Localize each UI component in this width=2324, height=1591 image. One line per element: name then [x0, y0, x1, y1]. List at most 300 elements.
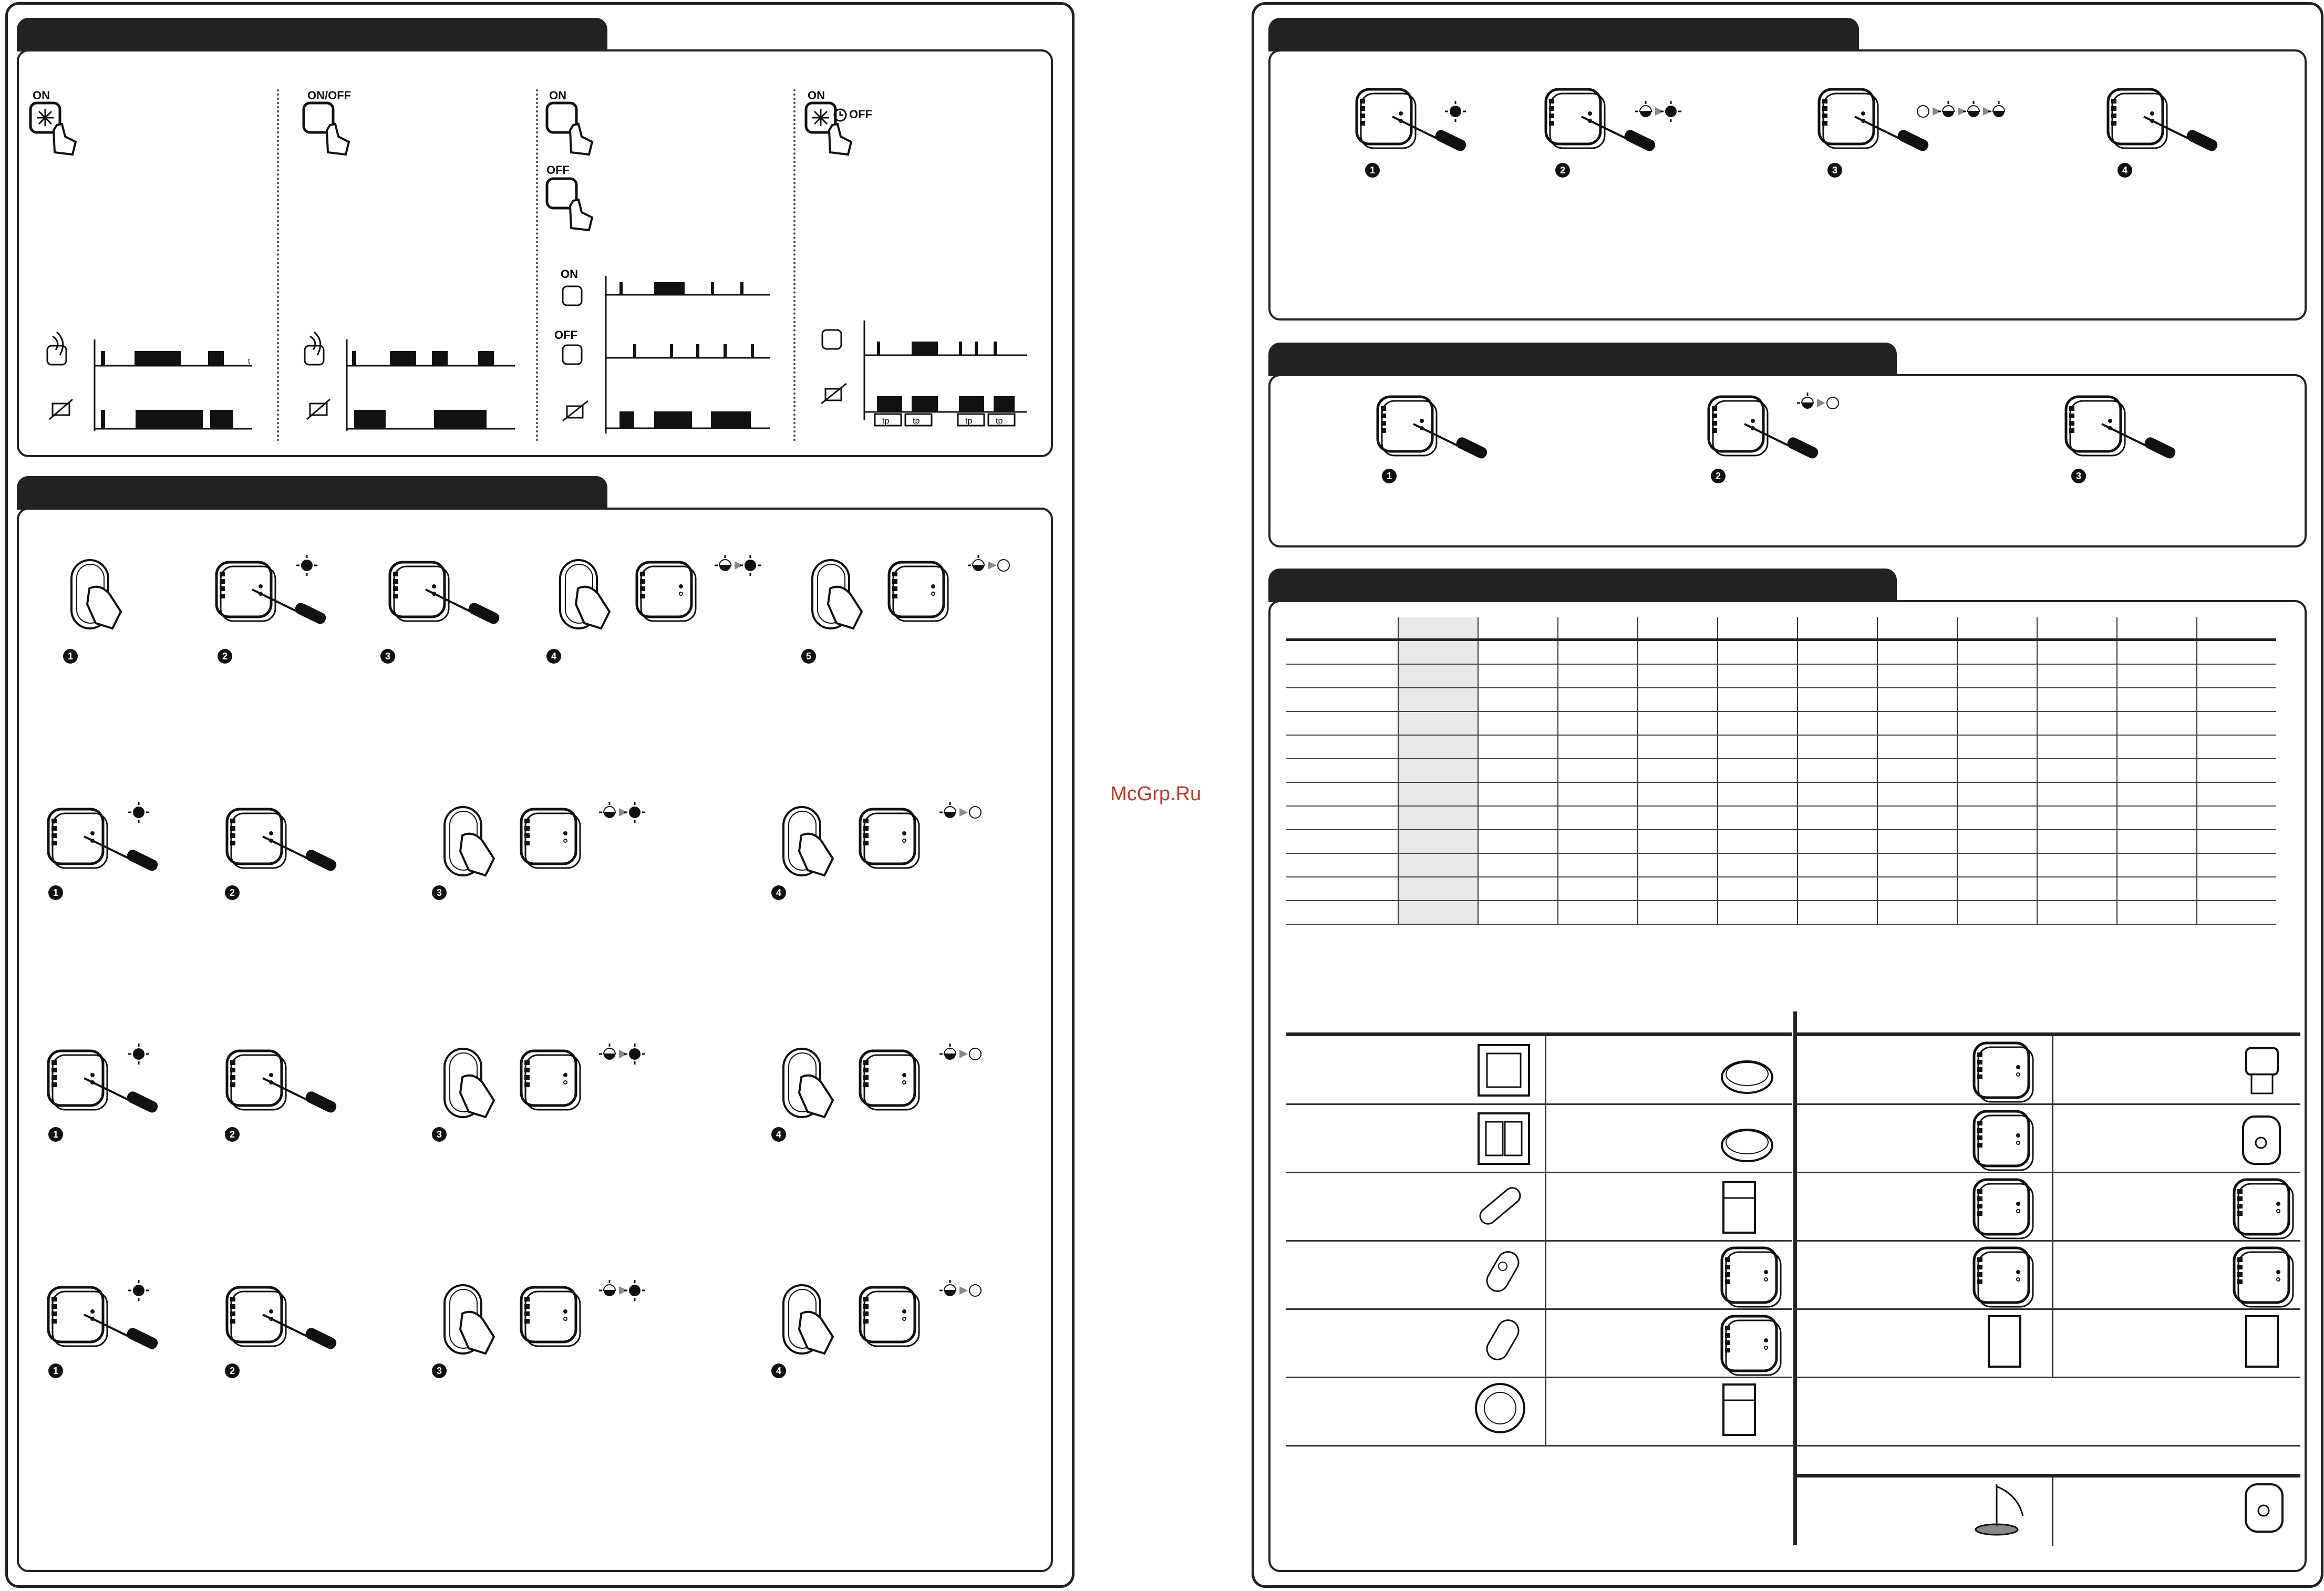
table-cell	[1398, 640, 1478, 665]
table-cell	[1798, 782, 1877, 806]
table-row	[1286, 735, 2276, 759]
list-rule	[1795, 1377, 2300, 1378]
table-cell	[1398, 735, 1478, 759]
reset-section	[1268, 18, 2307, 321]
table-cell	[1558, 877, 1638, 901]
table-cell	[1286, 877, 1398, 901]
table-cell	[1798, 711, 1877, 735]
step-number-badge: 3	[1827, 163, 1842, 178]
table-cell	[1877, 901, 1957, 924]
list-rule	[1286, 1240, 1792, 1242]
module-with-screwdriver-icon	[1371, 391, 1492, 465]
table-row	[1286, 806, 2276, 830]
push-button-icon	[544, 100, 596, 163]
table-cell	[1286, 759, 1398, 782]
table-cell	[1638, 640, 1718, 665]
round-button-icon	[1718, 1046, 1776, 1103]
watermark-text: McGrp.Ru	[1110, 783, 1202, 805]
pairing-box	[17, 508, 1053, 1572]
table-cell	[1478, 664, 1558, 688]
table-row	[1286, 711, 2276, 735]
table-cell	[2197, 830, 2276, 853]
plug-adapter-icon	[2230, 1111, 2288, 1169]
table-cell	[1398, 782, 1478, 806]
remote-control-icon	[1471, 1177, 1529, 1235]
table-cell	[1286, 735, 1398, 759]
table-cell	[1558, 617, 1638, 640]
table-cell	[1478, 901, 1558, 924]
table-cell	[1638, 901, 1718, 924]
table-cell	[1718, 901, 1798, 924]
module-device-icon	[515, 1282, 583, 1356]
module-device-icon	[854, 804, 922, 877]
timing-diagram-mode2	[299, 326, 531, 436]
table-cell	[1957, 640, 2037, 665]
double-switch-icon	[1476, 1111, 1534, 1169]
table-cell	[2197, 640, 2276, 665]
table-cell	[1638, 735, 1718, 759]
module-device-icon	[1968, 1174, 2036, 1248]
table-cell	[1798, 877, 1877, 901]
table-cell	[1478, 617, 1558, 640]
table-cell	[1798, 806, 1877, 830]
led-indicator-sequence	[296, 554, 326, 577]
timing-off-label: OFF	[554, 328, 577, 342]
table-cell	[2117, 640, 2197, 665]
table-cell	[1286, 711, 1398, 735]
table-cell	[2037, 617, 2117, 640]
pairing-header-bar	[17, 476, 607, 510]
module-device-icon	[1968, 1106, 2036, 1180]
table-cell	[2117, 782, 2197, 806]
table-cell	[1286, 853, 1398, 877]
mode-on-label: ON	[33, 89, 50, 102]
din-rail-module-icon	[1708, 1177, 1765, 1235]
settings-table	[1286, 617, 2276, 925]
operating-modes-header-bar	[17, 18, 607, 51]
mode-divider	[277, 89, 279, 441]
table-cell	[1718, 617, 1798, 640]
table-cell	[2037, 877, 2117, 901]
module-device-icon	[2228, 1243, 2296, 1316]
table-cell	[1718, 711, 1798, 735]
step-number-badge: 1	[1365, 163, 1380, 178]
table-cell	[2117, 853, 2197, 877]
table-cell	[1877, 806, 1957, 830]
step-number-badge: 5	[801, 649, 816, 664]
table-cell	[2197, 617, 2276, 640]
table-cell	[1638, 759, 1718, 782]
table-cell	[1558, 806, 1638, 830]
table-cell	[1957, 617, 2037, 640]
table-cell	[2117, 759, 2197, 782]
table-cell	[1638, 853, 1718, 877]
table-cell	[2197, 782, 2276, 806]
step-number-badge: 2	[218, 649, 232, 664]
table-cell	[1478, 877, 1558, 901]
table-cell	[2037, 853, 2117, 877]
mode-on-label: ON	[808, 89, 825, 102]
table-cell	[2117, 877, 2197, 901]
table-cell	[1877, 664, 1957, 688]
table-cell	[1957, 664, 2037, 688]
table-cell	[1638, 830, 1718, 853]
table-cell	[1877, 830, 1957, 853]
table-cell	[1286, 688, 1398, 711]
step-number-badge: 2	[225, 1363, 240, 1378]
table-cell	[2197, 901, 2276, 924]
table-cell	[2117, 735, 2197, 759]
module-with-screwdriver-icon	[2060, 391, 2181, 465]
table-cell	[1718, 688, 1798, 711]
mode-timer-off-label: OFF	[849, 108, 872, 121]
table-cell	[1558, 640, 1638, 665]
table-row	[1286, 664, 2276, 688]
table-cell	[1398, 759, 1478, 782]
table-cell	[1286, 782, 1398, 806]
table-cell	[2037, 782, 2117, 806]
table-cell	[1478, 806, 1558, 830]
table-cell	[1718, 640, 1798, 665]
list-rule	[1795, 1308, 2300, 1310]
led-indicator-sequence	[939, 1279, 998, 1302]
table-cell	[1877, 711, 1957, 735]
timing-diagram-mode1	[42, 326, 263, 436]
led-indicator-sequence	[715, 554, 773, 577]
table-cell	[1718, 830, 1798, 853]
step-number-badge: 4	[546, 649, 561, 664]
module-with-screwdriver-icon	[2102, 84, 2223, 158]
table-cell	[2037, 806, 2117, 830]
table-cell	[1877, 759, 1957, 782]
list-rule	[1795, 1032, 2300, 1036]
table-cell	[2037, 735, 2117, 759]
table-cell	[1718, 782, 1798, 806]
step-number-badge: 1	[48, 1363, 63, 1378]
table-cell	[2037, 688, 2117, 711]
table-cell	[1286, 901, 1398, 924]
time-axis-label: t	[248, 357, 250, 365]
timer-icon	[832, 107, 848, 123]
table-cell	[1798, 853, 1877, 877]
din-rail-module-icon	[1708, 1379, 1765, 1437]
table-cell	[1638, 688, 1718, 711]
led-indicator-sequence	[599, 1279, 658, 1302]
table-cell	[1398, 853, 1478, 877]
table-cell	[2197, 688, 2276, 711]
table-cell	[2117, 711, 2197, 735]
led-indicator-sequence	[599, 1042, 658, 1066]
table-cell	[1558, 664, 1638, 688]
mode-onoff-label: ON/OFF	[307, 89, 352, 102]
step-number-badge: 2	[1555, 163, 1570, 178]
table-cell	[1558, 901, 1638, 924]
wall-push-button-icon	[809, 557, 867, 636]
table-cell	[1957, 711, 2037, 735]
tp-label: tp	[965, 417, 973, 426]
round-sensor-icon	[1471, 1379, 1529, 1437]
table-cell	[1478, 735, 1558, 759]
table-cell	[1558, 853, 1638, 877]
table-cell	[1718, 664, 1798, 688]
table-cell	[1638, 782, 1718, 806]
table-cell	[2197, 711, 2276, 735]
round-button-icon	[1718, 1114, 1776, 1172]
list-rule	[1795, 1474, 2300, 1478]
table-row	[1286, 640, 2276, 665]
table-cell	[1957, 782, 2037, 806]
table-cell	[1286, 640, 1398, 665]
tp-label: tp	[882, 417, 890, 426]
table-cell	[1478, 853, 1558, 877]
tp-label: tp	[996, 417, 1003, 426]
table-cell	[1798, 901, 1877, 924]
reset-header-bar	[1268, 18, 1859, 51]
table-cell	[1478, 759, 1558, 782]
led-indicator-sequence	[128, 1279, 158, 1302]
list-rule	[1286, 1032, 1792, 1036]
table-cell	[1558, 830, 1638, 853]
table-cell	[2117, 617, 2197, 640]
module-with-screwdriver-icon	[221, 804, 342, 877]
wall-push-button-icon	[780, 1046, 838, 1124]
table-cell	[1877, 617, 1957, 640]
table-cell	[1478, 688, 1558, 711]
table-cell	[1718, 759, 1798, 782]
table-cell	[1798, 664, 1877, 688]
table-cell	[1398, 617, 1478, 640]
list-rule	[1795, 1103, 2300, 1105]
keyfob-icon	[1476, 1245, 1534, 1303]
table-cell	[2117, 664, 2197, 688]
table-cell	[1877, 782, 1957, 806]
table-cell	[1478, 782, 1558, 806]
table-cell	[1286, 806, 1398, 830]
step-number-badge: 3	[432, 1127, 447, 1142]
table-cell	[1957, 688, 2037, 711]
module-device-icon	[515, 1046, 583, 1119]
step-number-badge: 4	[771, 885, 786, 900]
table-cell	[2037, 759, 2117, 782]
led-indicator-sequence	[939, 1042, 998, 1066]
module-device-icon	[515, 804, 583, 877]
module-device-icon	[2228, 1174, 2296, 1248]
push-button-icon	[301, 100, 353, 163]
table-cell	[2037, 711, 2117, 735]
bulb-socket-icon	[2230, 1043, 2288, 1101]
mode-off-label: OFF	[546, 163, 570, 177]
table-cell	[1558, 688, 1638, 711]
wall-push-button-icon	[441, 1046, 499, 1124]
table-cell	[1558, 759, 1638, 782]
table-cell	[1877, 688, 1957, 711]
keyfob-icon	[1476, 1314, 1534, 1371]
led-indicator-sequence	[128, 1042, 158, 1066]
step-number-badge: 4	[771, 1127, 786, 1142]
led-indicator-sequence	[939, 801, 998, 824]
table-cell	[2197, 664, 2276, 688]
table-cell	[1638, 806, 1718, 830]
step-number-badge: 1	[48, 1127, 63, 1142]
mode-divider	[536, 89, 538, 441]
table-cell	[1718, 735, 1798, 759]
table-cell	[1877, 853, 1957, 877]
timing-diagram-mode4	[817, 310, 1038, 436]
led-indicator-sequence	[599, 801, 658, 824]
table-cell	[1877, 640, 1957, 665]
step-number-badge: 1	[1382, 469, 1397, 483]
table-cell	[1638, 877, 1718, 901]
table-cell	[1398, 830, 1478, 853]
table-cell	[1798, 759, 1877, 782]
table-cell	[2117, 806, 2197, 830]
plug-adapter-icon	[2233, 1479, 2291, 1537]
led-indicator-sequence	[1797, 391, 1856, 415]
table-cell	[1798, 735, 1877, 759]
table-cell	[2197, 735, 2276, 759]
table-cell	[1877, 735, 1957, 759]
table-row	[1286, 877, 2276, 901]
table-cell	[1718, 853, 1798, 877]
module-with-screwdriver-icon	[384, 557, 504, 631]
list-divider	[1793, 1011, 1797, 1545]
wall-push-button-icon	[780, 1282, 838, 1361]
delete-header-bar	[1268, 343, 1897, 376]
led-indicator-sequence	[1445, 100, 1474, 123]
table-cell	[1478, 830, 1558, 853]
table-row	[1286, 688, 2276, 711]
wall-push-button-icon	[68, 557, 126, 636]
timing-on-label: ON	[561, 267, 578, 281]
table-row	[1286, 901, 2276, 924]
table-cell	[1957, 877, 2037, 901]
step-number-badge: 3	[2071, 469, 2086, 483]
step-number-badge: 2	[225, 885, 240, 900]
table-cell	[1718, 806, 1798, 830]
tp-label: tp	[913, 417, 920, 426]
table-cell	[1638, 664, 1718, 688]
table-cell	[2197, 853, 2276, 877]
table-cell	[2117, 688, 2197, 711]
step-number-badge: 3	[432, 1363, 447, 1378]
table-cell	[1957, 853, 2037, 877]
module-device-icon	[1968, 1243, 2036, 1316]
table-cell	[1638, 617, 1718, 640]
table-cell	[1798, 617, 1877, 640]
step-number-badge: 2	[225, 1127, 240, 1142]
push-button-icon	[27, 100, 80, 163]
table-cell	[2197, 806, 2276, 830]
table-cell	[1957, 735, 2037, 759]
table-cell	[1798, 688, 1877, 711]
table-cell	[2117, 901, 2197, 924]
step-number-badge: 3	[380, 649, 395, 664]
table-cell	[2037, 664, 2117, 688]
module-device-icon	[854, 1282, 922, 1356]
step-number-badge: 3	[432, 885, 447, 900]
list-rule	[1286, 1172, 1792, 1173]
table-cell	[1957, 901, 2037, 924]
table-cell	[1478, 711, 1558, 735]
table-cell	[1286, 664, 1398, 688]
mode-divider	[793, 89, 796, 441]
table-cell	[1957, 806, 2037, 830]
timing-diagram-mode3	[554, 265, 786, 439]
module-device-icon	[854, 1046, 922, 1119]
table-cell	[2037, 830, 2117, 853]
list-divider	[2052, 1478, 2053, 1546]
table-cell	[1718, 877, 1798, 901]
step-number-badge: 1	[63, 649, 78, 664]
step-number-badge: 4	[2118, 163, 2132, 178]
wall-push-button-icon	[780, 804, 838, 883]
wall-push-button-icon	[557, 557, 615, 636]
table-cell	[1478, 640, 1558, 665]
table-cell	[1286, 830, 1398, 853]
table-cell	[2037, 640, 2117, 665]
push-button-icon	[544, 175, 596, 239]
table-cell	[2037, 901, 2117, 924]
module-with-screwdriver-icon	[221, 1282, 342, 1356]
table-cell	[1638, 711, 1718, 735]
pairing-section	[17, 476, 1053, 1572]
table-cell	[1877, 877, 1957, 901]
table-cell	[2197, 877, 2276, 901]
din-rail-module-icon	[1973, 1311, 2031, 1369]
table-cell	[1398, 688, 1478, 711]
module-device-icon	[883, 557, 951, 631]
led-indicator-sequence	[128, 801, 158, 824]
module-device-icon	[1716, 1243, 1784, 1316]
table-cell	[1798, 640, 1877, 665]
module-with-screwdriver-icon	[221, 1046, 342, 1119]
wall-push-button-icon	[441, 804, 499, 883]
wall-push-button-icon	[441, 1282, 499, 1361]
table-cell	[1398, 711, 1478, 735]
table-cell	[1558, 711, 1638, 735]
mode-on-label: ON	[549, 89, 566, 102]
module-device-icon	[1968, 1038, 2036, 1111]
table-cell	[2117, 830, 2197, 853]
table-cell	[1398, 664, 1478, 688]
table-cell	[1957, 759, 2037, 782]
list-rule	[1286, 1445, 2300, 1447]
table-cell	[1957, 830, 2037, 853]
table-cell	[1798, 830, 1877, 853]
module-device-icon	[631, 557, 699, 631]
table-row	[1286, 782, 2276, 806]
wall-switch-icon	[1476, 1043, 1534, 1101]
led-indicator-sequence	[1635, 100, 1694, 123]
module-device-icon	[1716, 1311, 1784, 1385]
table-row	[1286, 830, 2276, 853]
table-cell	[1558, 735, 1638, 759]
led-indicator-sequence	[968, 554, 1027, 577]
table-cell	[1286, 617, 1398, 640]
list-divider	[2052, 1036, 2053, 1377]
table-row	[1286, 853, 2276, 877]
table-cell	[1398, 806, 1478, 830]
table-row	[1286, 617, 2276, 640]
table-cell	[1558, 782, 1638, 806]
step-number-badge: 4	[771, 1363, 786, 1378]
list-rule	[1795, 1240, 2300, 1242]
list-rule	[1286, 1103, 1792, 1105]
table-cell	[1398, 901, 1478, 924]
step-number-badge: 1	[48, 885, 63, 900]
compatibility-header-bar	[1268, 569, 1897, 602]
list-rule	[1795, 1172, 2300, 1173]
